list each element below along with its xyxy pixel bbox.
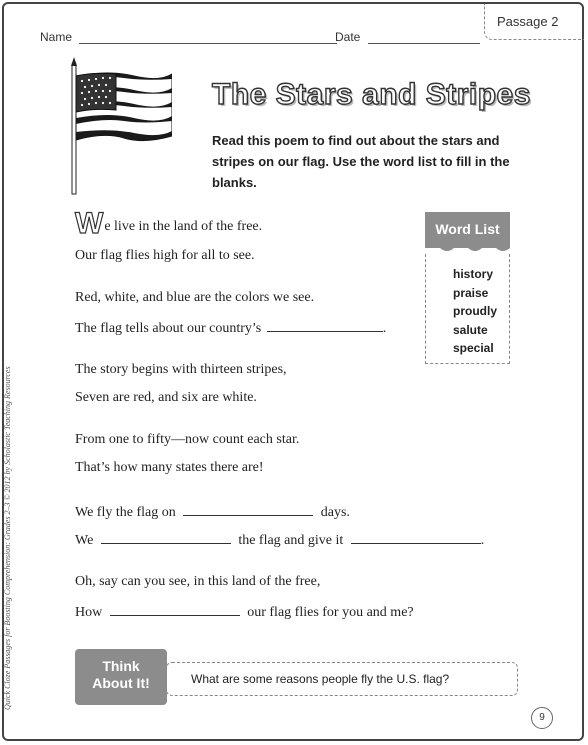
name-row bbox=[40, 30, 337, 44]
date-row bbox=[335, 30, 480, 44]
copyright-sidebar: Quick Cloze Passages for Boosting Comprehension: Grades 2–3 © 2012 by Scholastic Teaching Resources bbox=[3, 366, 12, 710]
think-about-it-badge bbox=[75, 649, 167, 705]
passage-tab bbox=[484, 4, 584, 40]
poem-text: . bbox=[382, 321, 387, 336]
word-list-item: proudly bbox=[453, 304, 497, 318]
poem-line-7: From one to fifty—now count each star. bbox=[75, 432, 300, 447]
poem-line-4 bbox=[75, 319, 386, 337]
poem-text: days. bbox=[320, 505, 350, 520]
word-list-header bbox=[425, 212, 510, 248]
passage-label: Passage 2 bbox=[497, 14, 559, 29]
word-list-item: praise bbox=[453, 286, 489, 300]
date-label: Date bbox=[335, 30, 361, 44]
poem-text: our flag flies for you and me? bbox=[247, 605, 414, 620]
blank-3[interactable] bbox=[101, 531, 231, 544]
think-about-it-label bbox=[75, 658, 167, 692]
poem-line-2: Our flag flies high for all to see. bbox=[75, 248, 255, 263]
name-field[interactable] bbox=[79, 31, 337, 44]
poem-line-12 bbox=[75, 603, 414, 621]
poem-line-8: That’s how many states there are! bbox=[75, 460, 264, 475]
think-line-2: About It! bbox=[92, 675, 150, 691]
word-list-item: history bbox=[453, 267, 494, 281]
poem-line-9 bbox=[75, 503, 350, 521]
think-question-box bbox=[166, 662, 518, 696]
blank-5[interactable] bbox=[110, 603, 240, 616]
name-label: Name bbox=[40, 30, 73, 44]
instructions: Read this poem to find out about the stars and stripes on our flag. Use the word list to fill in the blanks. bbox=[212, 133, 510, 190]
page-title: The Stars and Stripes bbox=[212, 78, 531, 111]
blank-2[interactable] bbox=[183, 503, 313, 516]
date-field[interactable] bbox=[368, 31, 480, 44]
word-list bbox=[425, 212, 510, 364]
word-list-item: salute bbox=[453, 323, 488, 337]
word-list-title: Word List bbox=[435, 221, 500, 237]
poem-line-11: Oh, say can you see, in this land of the free, bbox=[75, 574, 321, 589]
poem-text: We fly the flag on bbox=[75, 505, 176, 520]
poem-text: the flag and give it bbox=[238, 533, 344, 548]
poem-text: . bbox=[480, 533, 485, 548]
poem-line-10 bbox=[75, 531, 484, 549]
page-number: 9 bbox=[531, 707, 553, 729]
blank-4[interactable] bbox=[351, 531, 481, 544]
think-question: What are some reasons people fly the U.S. flag? bbox=[191, 672, 450, 686]
poem-text: We bbox=[75, 533, 94, 548]
blank-1[interactable] bbox=[267, 319, 383, 332]
poem-line-5: The story begins with thirteen stripes, bbox=[75, 362, 287, 377]
poem-line-3: Red, white, and blue are the colors we see. bbox=[75, 290, 315, 305]
flag-illustration bbox=[64, 56, 172, 196]
drop-cap: W bbox=[75, 207, 104, 240]
poem-text: How bbox=[75, 605, 103, 620]
poem-line-6: Seven are red, and six are white. bbox=[75, 390, 257, 405]
poem-text: The flag tells about our country’s bbox=[75, 321, 262, 336]
word-list-item: special bbox=[453, 341, 494, 355]
poem-text: e live in the land of the free. bbox=[104, 219, 263, 234]
think-line-1: Think bbox=[102, 658, 140, 674]
poem-line-1 bbox=[75, 207, 262, 241]
